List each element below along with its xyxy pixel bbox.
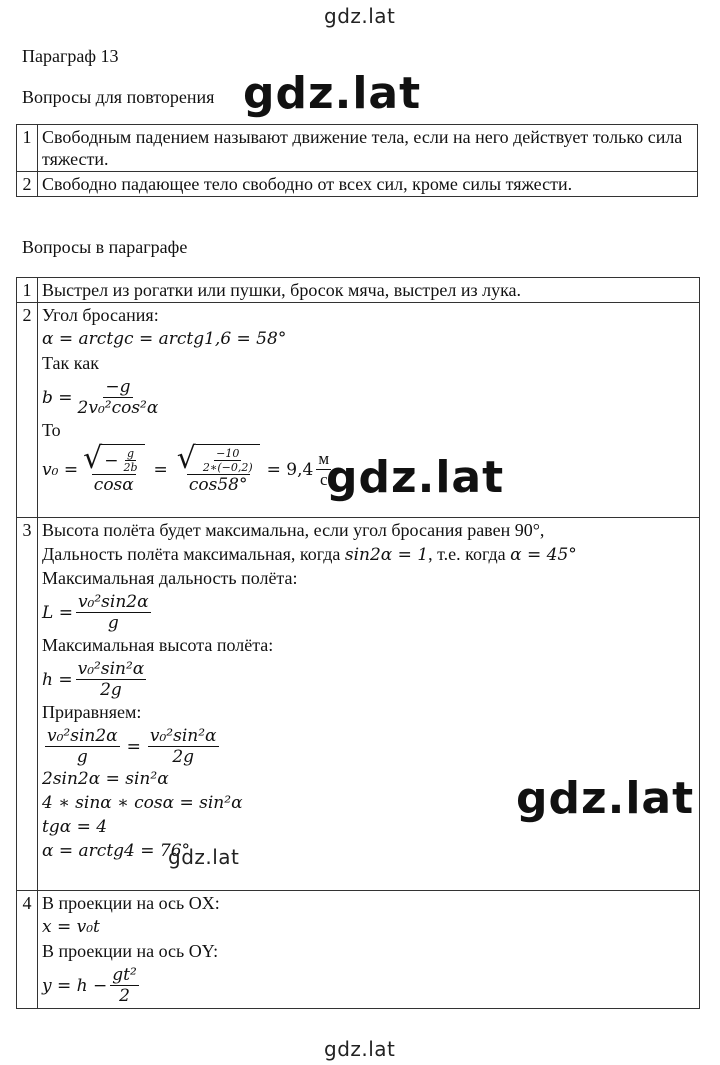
denominator: 2 [119, 986, 130, 1006]
row-number: 2 [17, 172, 38, 197]
formula-y [42, 965, 695, 1006]
text-line: То [42, 420, 61, 440]
numerator: v₀²sin²α [77, 659, 145, 679]
text-line: Приравняем: [42, 702, 142, 722]
paragraph-title: Параграф 13 [22, 46, 119, 66]
table-row [17, 891, 700, 1009]
watermark-heading: gdz.lat [243, 68, 422, 119]
numerator: м [318, 449, 330, 468]
table-row [17, 518, 700, 891]
row-text: Выстрел из рогатки или пушки, бросок мяча, выстрел из лука. [38, 278, 700, 303]
fraction [201, 447, 255, 474]
table-row [17, 172, 698, 197]
numerator: gt² [112, 965, 137, 985]
fraction [76, 377, 161, 418]
fraction [175, 441, 262, 495]
row-number: 1 [17, 278, 38, 303]
formula-line: α = arctg4 = 76° [42, 841, 191, 861]
formula-line: 2sin2α = sin²α [42, 769, 169, 789]
denominator: с [319, 470, 328, 489]
denominator: 2g [172, 747, 195, 767]
formula-equate: $\frac{\text{v₀²sin2α}}{g}$ = $\frac{\text{v₀²sin²α}}{2g}$ [47, 726, 217, 767]
watermark-top: gdz.lat [324, 4, 396, 28]
fraction [76, 592, 151, 633]
formula-x: x = v₀t [42, 917, 100, 937]
numerator: v₀²sin2α [47, 726, 118, 746]
row-content [38, 518, 700, 891]
fraction [110, 965, 139, 1006]
row-text: Свободно падающее тело свободно от всех сил, кроме силы тяжести. [38, 172, 698, 197]
row-number: 4 [17, 891, 38, 1009]
fraction [121, 447, 139, 474]
watermark-small: gdz.lat [168, 845, 240, 869]
text-part: , т.е. когда [428, 544, 506, 564]
sqrt-sign: √ $\frac{-10}{2∗(-0,2)}$ [177, 444, 260, 474]
review-table [16, 124, 698, 197]
text-part: Дальность полёта максимальная, когда [42, 544, 341, 564]
formula-b [42, 377, 695, 418]
formula-lhs: y = h − [42, 975, 108, 996]
section-title: Вопросы в параграфе [22, 237, 188, 257]
formula-lhs: L = [42, 602, 73, 623]
sqrt-sign: √ − $\frac{g}{2b}$ [83, 444, 144, 474]
numerator: −10 [216, 447, 240, 460]
review-title: Вопросы для повторения [22, 87, 215, 107]
numerator: −g [105, 377, 131, 397]
table-row [17, 125, 698, 172]
fraction [76, 659, 147, 700]
formula-lhs: b = [42, 387, 73, 408]
text-line: Так как [42, 353, 99, 373]
row-content [38, 891, 700, 1009]
formula-result: = 9,4 [266, 459, 314, 480]
text-line: Высота полёта будет максимальна, если угол бросания равен 90°, [42, 520, 545, 540]
denominator: g [107, 613, 119, 633]
text-line: В проекции на ось OY: [42, 941, 219, 961]
formula-inline: α = 45° [510, 545, 577, 565]
formula-L [42, 592, 695, 633]
row-text: Свободным падением называют движение тела, если на него действует только сила тяжести. [38, 125, 698, 172]
fraction [45, 726, 120, 767]
denominator: 2v₀²cos²α [77, 398, 159, 418]
formula-line: 4 ∗ sinα ∗ cosα = sin²α [42, 793, 243, 813]
formula-inline: sin2α = 1 [344, 545, 429, 565]
text-line: Максимальная высота полёта: [42, 635, 274, 655]
denominator: 2g [100, 680, 122, 700]
formula-line: tgα = 4 [42, 817, 108, 837]
formula-v0: v₀ = √ − $\frac{g}{2b}$ cosα = √ $\frac{-10}{2∗(-0,2)}$ cos58° = 9,4 $\frac{м}{с}$ [42, 441, 330, 495]
row-number: 2 [17, 303, 38, 518]
formula-angle: α = arctgc = arctg1,6 = 58° [42, 329, 287, 349]
row-number: 1 [17, 125, 38, 172]
fraction [81, 441, 146, 495]
text-line [42, 543, 695, 567]
numerator: g [126, 447, 134, 460]
formula-lhs: v₀ = [42, 459, 79, 480]
watermark-bottom: gdz.lat [324, 1037, 396, 1061]
section-table [16, 277, 700, 1009]
text-line: Угол бросания: [42, 305, 159, 325]
watermark-mid2: gdz.lat [516, 773, 695, 824]
row-number: 3 [17, 518, 38, 891]
denominator: g [76, 747, 88, 767]
numerator: v₀²sin²α [149, 726, 217, 746]
formula-h [42, 659, 695, 700]
table-row [17, 278, 700, 303]
denominator: cosα [93, 475, 134, 495]
numerator: v₀²sin2α [77, 592, 149, 612]
denominator: 2b [123, 461, 138, 474]
text-line: В проекции на ось OX: [42, 893, 220, 913]
denominator: cos58° [188, 475, 248, 495]
fraction [148, 726, 219, 767]
watermark-mid1: gdz.lat [326, 452, 505, 503]
text-line: Максимальная дальность полёта: [42, 568, 298, 588]
formula-lhs: h = [42, 669, 73, 690]
denominator: 2∗(−0,2) [202, 461, 253, 474]
